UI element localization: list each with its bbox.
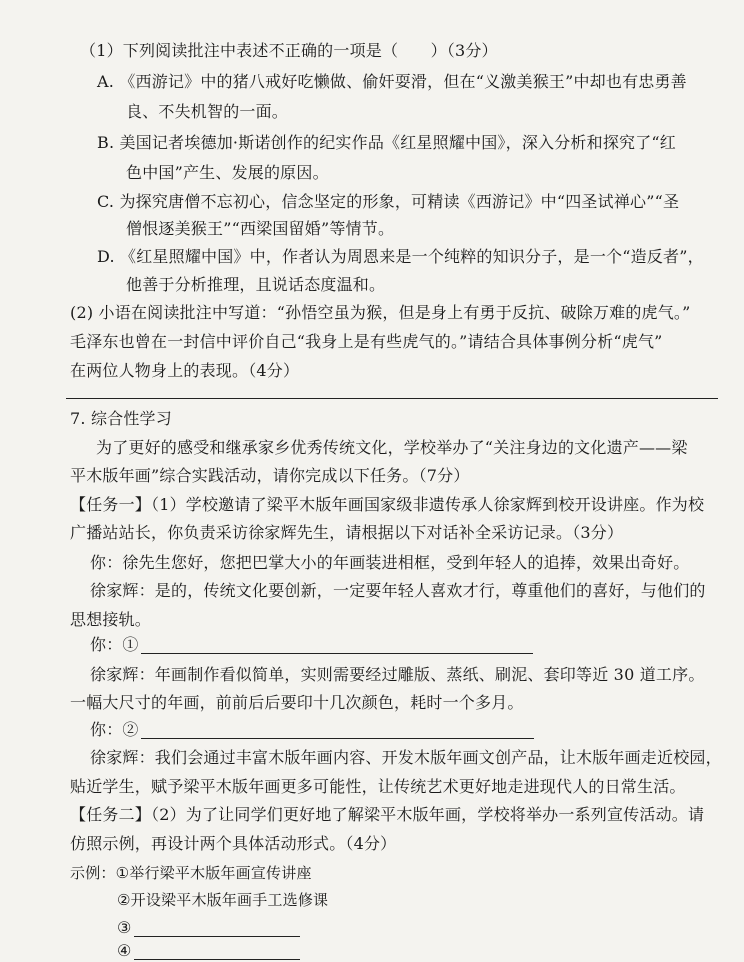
option-b-line2: 色中国”产生、发展的原因。 bbox=[126, 163, 329, 182]
dialogue-3-line2: 一幅大尺寸的年画，前前后后要印十几次颜色，耗时一个多月。 bbox=[70, 693, 524, 712]
option-a-line1: A. 《西游记》中的猪八戒好吃懒做、偷奸耍滑，但在“义激美猴王”中却也有忠勇善 bbox=[97, 72, 687, 91]
q7-intro-line1: 为了更好的感受和继承家乡优秀传统文化，学校举办了“关注身边的文化遗产——梁 bbox=[96, 438, 688, 457]
q6-sub1-stem: （1）下列阅读批注中表述不正确的一项是（ ）（3分） bbox=[80, 41, 498, 60]
answer-blank-4-label: ④ bbox=[117, 941, 132, 960]
example-line-1: 示例：①举行梁平木版年画宣传讲座 bbox=[70, 864, 312, 882]
option-d-line1: D. 《红星照耀中国》中，作者认为周恩来是一个纯粹的知识分子，是一个“造反者”， bbox=[97, 247, 704, 266]
dialogue-4-line1: 徐家辉：我们会通过丰富木版年画内容、开发木版年画文创产品，让木版年画走近校园， bbox=[90, 748, 722, 767]
option-c-line1: C. 为探究唐僧不忘初心，信念坚定的形象，可精读《西游记》中“四圣试禅心”“圣 bbox=[97, 192, 680, 211]
answer-blank-2-label: 你：② bbox=[90, 720, 139, 739]
answer-blank-1[interactable] bbox=[141, 637, 533, 654]
dialogue-2-line1: 徐家辉：是的，传统文化要创新，一定要年轻人喜欢才行，尊重他们的喜好，与他们的 bbox=[90, 581, 706, 600]
answer-blank-3-label: ③ bbox=[117, 918, 132, 937]
dialogue-4-line2: 贴近学生，赋予梁平木版年画更多可能性，让传统艺术更好地走进现代人的日常生活。 bbox=[70, 777, 686, 796]
option-b-line1: B. 美国记者埃德加·斯诺创作的纪实作品《红星照耀中国》，深入分析和探究了“红 bbox=[97, 133, 676, 152]
answer-blank-1-row bbox=[90, 634, 533, 656]
answer-blank-4-row bbox=[117, 940, 300, 962]
dialogue-3-line1: 徐家辉：年画制作看似简单，实则需要经过雕版、蒸纸、刷泥、套印等近 30 道工序。 bbox=[90, 665, 705, 684]
answer-blank-1-label: 你：① bbox=[90, 635, 139, 654]
q6-sub2-line3: 在两位人物身上的表现。（4分） bbox=[70, 361, 300, 380]
option-d-line2: 他善于分析推理，且说话态度温和。 bbox=[126, 275, 386, 294]
task2-line1: 【任务二】（2）为了让同学们更好地了解梁平木版年画，学校将举办一系列宣传活动。请 bbox=[70, 805, 705, 824]
section-divider bbox=[66, 398, 718, 399]
example-line-2: ②开设梁平木版年画手工选修课 bbox=[117, 891, 329, 909]
q7-title: 7. 综合性学习 bbox=[70, 409, 172, 428]
task1-line1: 【任务一】（1）学校邀请了梁平木版年画国家级非遗传承人徐家辉到校开设讲座。作为校 bbox=[70, 495, 705, 514]
task2-line2: 仿照示例，再设计两个具体活动形式。（4分） bbox=[70, 834, 397, 853]
q6-sub2-line2: 毛泽东也曾在一封信中评价自己“我身上是有些虎气的。”请结合具体事例分析“虎气” bbox=[70, 332, 663, 351]
dialogue-2-line2: 思想接轨。 bbox=[70, 610, 152, 629]
q7-intro-line2: 平木版年画”综合实践活动，请你完成以下任务。（7分） bbox=[70, 466, 470, 485]
option-a-line2: 良、不失机智的一面。 bbox=[126, 102, 289, 121]
q6-sub2-line1: (2) 小语在阅读批注中写道：“孙悟空虽为猴，但是身上有勇于反抗、破除万难的虎气。” bbox=[70, 303, 691, 322]
answer-blank-4[interactable] bbox=[134, 943, 300, 960]
dialogue-1: 你：徐先生您好，您把巴掌大小的年画装进相框，受到年轻人的追捧，效果出奇好。 bbox=[90, 553, 690, 572]
task1-line2: 广播站站长，你负责采访徐家辉先生，请根据以下对话补全采访记录。（3分） bbox=[70, 523, 624, 542]
answer-blank-3-row bbox=[117, 917, 300, 939]
answer-blank-2[interactable] bbox=[141, 722, 534, 739]
answer-blank-2-row bbox=[90, 719, 534, 741]
answer-blank-3[interactable] bbox=[134, 920, 300, 937]
option-c-line2: 僧恨逐美猴王”“西梁国留婚”等情节。 bbox=[126, 219, 395, 238]
